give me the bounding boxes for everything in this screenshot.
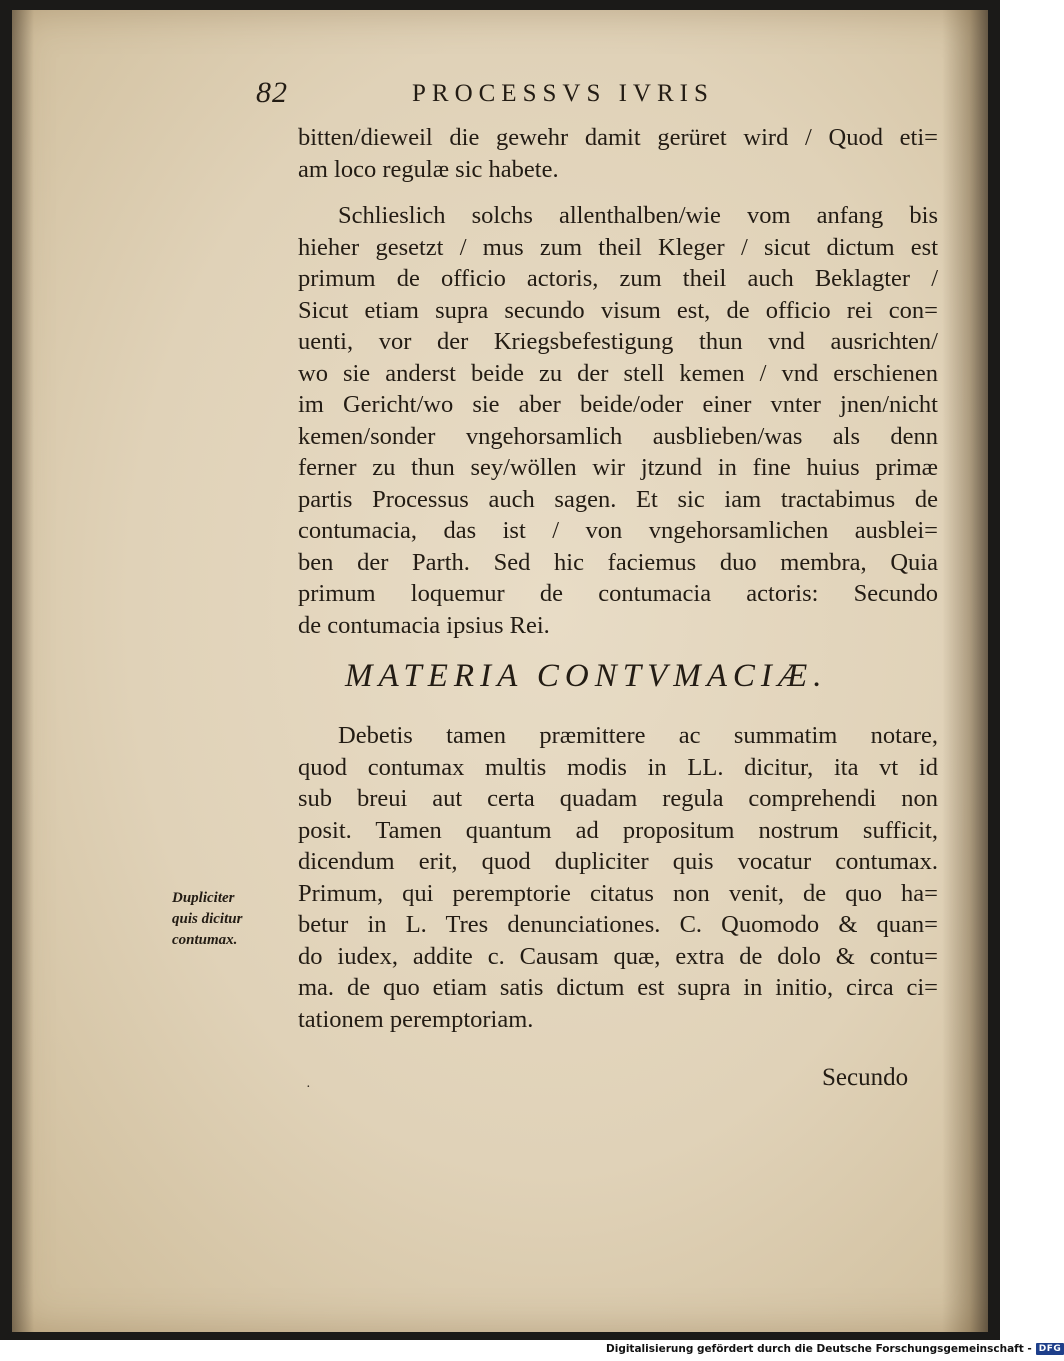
page-gutter-shadow	[12, 10, 34, 1332]
marginal-note-line: quis dicitur	[172, 911, 243, 927]
text-line: primum de officio actoris, zum theil auch Beklagter /	[298, 265, 938, 292]
text-line: Debetis tamen præmittere ac summatim notare,	[338, 722, 938, 749]
text-line: quod contumax multis modis in LL. dicitur, ita vt id	[298, 753, 938, 781]
digitization-credit	[606, 1343, 1062, 1355]
text-line: contumacia, das ist / von vngehorsamlichen ausblei=	[298, 517, 938, 544]
text-line: do iudex, addite c. Causam quæ, extra de dolo & contu=	[298, 942, 938, 970]
page-edge-shadow	[942, 10, 988, 1332]
marginal-note-line: contumax.	[172, 932, 238, 948]
section-heading: MATERIA CONTVMACIÆ.	[345, 658, 828, 694]
marginal-note-line: Dupliciter	[172, 890, 235, 906]
paragraph-2	[298, 200, 938, 641]
text-line: wo sie anderst beide zu der stell kemen / vnd erschienen	[298, 359, 938, 387]
text-line: Schlieslich solchs allenthalben/wie vom anfang bis	[338, 202, 938, 229]
dfg-logo: DFG	[1036, 1343, 1064, 1355]
paragraph-3	[298, 720, 938, 1035]
running-head: PROCESSVS IVRIS	[412, 80, 714, 107]
text-line: Primum, qui peremptorie citatus non venit, de quo ha=	[298, 879, 938, 907]
catchword: Secundo	[822, 1064, 909, 1091]
credit-text: Digitalisierung gefördert durch die Deutsche Forschungsgemeinschaft -	[606, 1343, 1032, 1355]
text-line: sub breui aut certa quadam regula comprehendi non	[298, 785, 938, 812]
text-line: betur in L. Tres denunciationes. C. Quomodo & quan=	[298, 911, 938, 938]
text-line: Sicut etiam supra secundo visum est, de officio rei con=	[298, 296, 938, 324]
text-line: uenti, vor der Kriegsbefestigung thun vnd ausrichten/	[298, 328, 938, 355]
page-number: 82	[256, 76, 288, 109]
text-line: kemen/sonder vngehorsamlich ausblieben/was als denn	[298, 422, 938, 450]
text-line: posit. Tamen quantum ad propositum nostrum sufficit,	[298, 816, 938, 844]
paragraph-1	[298, 122, 938, 185]
text-line: hieher gesetzt / mus zum theil Kleger / sicut dictum est	[298, 233, 938, 261]
text-line: ferner zu thun sey/wöllen wir jtzund in fine huius primæ	[298, 454, 938, 481]
text-line: partis Processus auch sagen. Et sic iam tractabimus de	[298, 485, 938, 513]
text-line: ben der Parth. Sed hic faciemus duo membra, Quia	[298, 548, 938, 576]
text-line: im Gericht/wo sie aber beide/oder einer vnter jnen/nicht	[298, 391, 938, 418]
text-line: am loco regulæ sic habete.	[298, 155, 559, 183]
text-line: tationem peremptoriam.	[298, 1005, 534, 1033]
text-line: de contumacia ipsius Rei.	[298, 611, 550, 639]
text-line: dicendum erit, quod dupliciter quis vocatur contumax.	[298, 848, 938, 875]
text-line: primum loquemur de contumacia actoris: Secundo	[298, 580, 938, 607]
ink-speck: ·	[306, 1080, 311, 1095]
text-line: bitten/dieweil die gewehr damit gerüret wird / Quod eti=	[298, 124, 938, 151]
marginal-note	[172, 888, 292, 951]
text-line: ma. de quo etiam satis dictum est supra in initio, circa ci=	[298, 974, 938, 1001]
